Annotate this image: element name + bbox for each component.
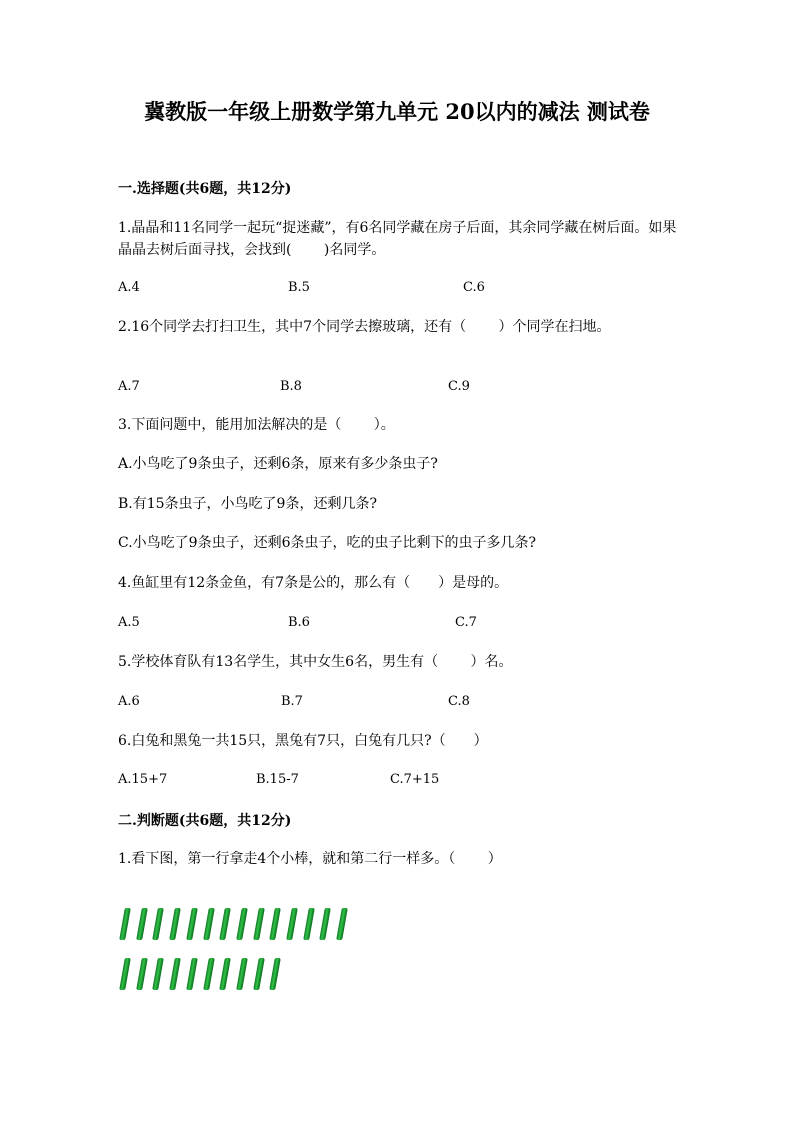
option-c[interactable]: C.9 [448, 379, 470, 394]
counting-stick [136, 958, 148, 990]
page-title: 冀教版一年级上册数学第九单元 20以内的减法 测试卷 [144, 99, 650, 124]
option-a[interactable]: A.4 [118, 280, 140, 295]
counting-stick [236, 908, 248, 940]
counting-stick [253, 958, 265, 990]
counting-stick [303, 908, 315, 940]
counting-stick [203, 908, 215, 940]
option-a[interactable]: A.7 [118, 379, 140, 394]
question-5: 5.学校体育队有13名学生，其中女生6名，男生有（ ）名。 [118, 654, 513, 670]
counting-stick [119, 908, 131, 940]
question-6: 6.白兔和黑兔一共15只，黑兔有7只，白兔有几只?（ ） [118, 733, 488, 749]
question-4: 4.鱼缸里有12条金鱼，有7条是公的，那么有（ ）是母的。 [118, 575, 509, 591]
option-c[interactable]: C.6 [463, 280, 485, 295]
counting-stick [286, 908, 298, 940]
counting-stick [153, 908, 165, 940]
option-c[interactable]: C.小鸟吃了9条虫子，还剩6条虫子，吃的虫子比剩下的虫子多几条? [118, 535, 536, 551]
option-b[interactable]: B.15-7 [256, 772, 299, 787]
option-a[interactable]: A.6 [118, 694, 140, 709]
counting-stick [169, 908, 181, 940]
counting-stick [169, 958, 181, 990]
option-b[interactable]: B.5 [288, 280, 310, 295]
judgement-question-1: 1.看下图，第一行拿走4个小棒，就和第二行一样多。（ ） [118, 851, 502, 867]
stick-row-2 [118, 958, 358, 992]
options-q4 [118, 612, 678, 634]
counting-stick [219, 908, 231, 940]
option-c[interactable]: C.7+15 [390, 772, 440, 787]
option-a[interactable]: A.15+7 [118, 772, 168, 787]
section-title-choice: 一.选择题(共6题，共12分) [118, 181, 292, 197]
question-3: 3.下面问题中，能用加法解决的是（ ）。 [118, 417, 395, 433]
stick-row-1 [118, 908, 358, 942]
counting-stick [269, 908, 281, 940]
option-a[interactable]: A.小鸟吃了9条虫子，还剩6条，原来有多少条虫子? [118, 456, 438, 472]
option-b[interactable]: B.有15条虫子，小鸟吃了9条，还剩几条? [118, 496, 377, 512]
counting-stick [320, 908, 332, 940]
counting-stick [219, 958, 231, 990]
counting-stick [336, 908, 348, 940]
options-q5 [118, 691, 678, 713]
question-2: 2.16个同学去打扫卫生，其中7个同学去擦玻璃，还有（ ）个同学在扫地。 [118, 319, 611, 335]
counting-stick [119, 958, 131, 990]
counting-stick [186, 908, 198, 940]
counting-stick [269, 958, 281, 990]
option-b[interactable]: B.8 [280, 379, 302, 394]
counting-stick [136, 908, 148, 940]
counting-stick [153, 958, 165, 990]
option-b[interactable]: B.6 [288, 615, 310, 630]
option-c[interactable]: C.7 [455, 615, 477, 630]
counting-stick [253, 908, 265, 940]
options-q2 [118, 376, 678, 398]
section-title-judgement: 二.判断题(共6题，共12分) [118, 813, 292, 829]
option-c[interactable]: C.8 [448, 694, 470, 709]
options-q6 [118, 769, 678, 791]
option-b[interactable]: B.7 [281, 694, 303, 709]
counting-stick [186, 958, 198, 990]
counting-stick [236, 958, 248, 990]
counting-stick [203, 958, 215, 990]
question-1: 1.晶晶和11名同学一起玩“捉迷藏”，有6名同学藏在房子后面，其余同学藏在树后面。如果晶晶去树后面寻找，会找到( )名同学。 [118, 220, 677, 258]
option-a[interactable]: A.5 [118, 615, 140, 630]
options-q1 [118, 277, 678, 299]
